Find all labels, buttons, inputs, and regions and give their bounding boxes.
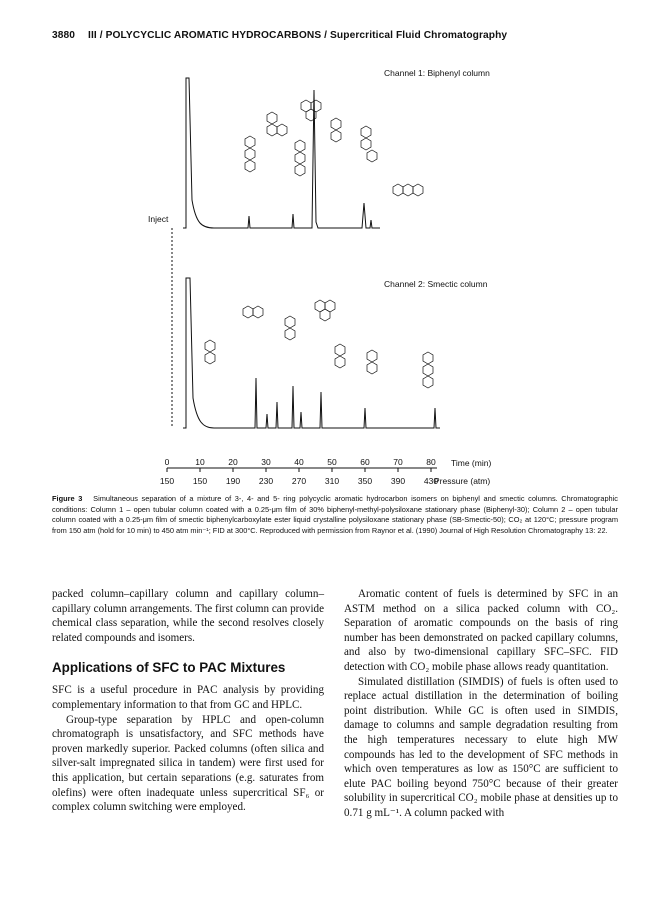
pah-structure-14 bbox=[423, 352, 433, 388]
pah-structure-12 bbox=[335, 344, 345, 368]
channel2-trace bbox=[183, 278, 440, 428]
figure-caption bbox=[52, 494, 618, 536]
right-paragraph-1: Aromatic content of fuels is determined by SFC in an ASTM method on a silica packed column with CO₂. Separation of aromatic compounds on the basis of ring number has been demonstrated on packed capillary columns, and also by two-dimensional capillary SFC–SFC. FID detection with CO₂ mobile phase allows ready quantitation. bbox=[344, 588, 618, 673]
channel2-label: Channel 2: Smectic column bbox=[384, 279, 488, 289]
right-paragraph-2: Simulated distillation (SIMDIS) of fuels is often used to replace actual distillation in the determination of boiling point distribution. While GC is often used in SIMDIS, damage to columns and sample degradation resulting from the high temperatures necessary to elute high MW compounds has led to the development of SFC methods in which oven temperatures as low as 150°C are sufficient to elute PAC boiling beyond 750°C because of their greater solubility in supercritical CO₂ mobile phase at densities up to 0.71 g mL⁻¹. A column packed with bbox=[344, 675, 618, 819]
pah-structure-1 bbox=[245, 136, 255, 172]
pah-structure-6 bbox=[361, 126, 377, 162]
pressure-tick-label: 230 bbox=[258, 476, 274, 486]
time-tick-label: 20 bbox=[228, 457, 238, 467]
section-heading: Applications of SFC to PAC Mixtures bbox=[52, 660, 286, 676]
inject-label: Inject bbox=[148, 214, 169, 224]
pah-structure-5 bbox=[331, 118, 341, 142]
pah-structure-3 bbox=[301, 100, 321, 121]
right-column bbox=[344, 587, 618, 821]
channel1-label: Channel 1: Biphenyl column bbox=[384, 68, 490, 78]
left-paragraph-2: SFC is a useful procedure in PAC analysis by providing complementary information to that from GC and HPLC. bbox=[52, 684, 324, 711]
left-column bbox=[52, 587, 324, 815]
time-tick-label: 0 bbox=[164, 457, 170, 467]
running-title: III / POLYCYCLIC AROMATIC HYDROCARBONS / Supercritical Fluid Chromatography bbox=[88, 30, 508, 41]
pah-structure-7 bbox=[393, 184, 423, 196]
pressure-tick-label: 270 bbox=[291, 476, 307, 486]
page-number: 3880 bbox=[52, 30, 76, 41]
channel1-trace bbox=[183, 78, 380, 228]
pressure-tick-label: 190 bbox=[225, 476, 241, 486]
pressure-tick-label: 350 bbox=[357, 476, 373, 486]
pressure-axis-label: Pressure (atm) bbox=[434, 476, 491, 486]
time-axis-label: Time (min) bbox=[451, 458, 492, 468]
pah-structure-13 bbox=[367, 350, 377, 374]
pah-structure-9 bbox=[243, 306, 263, 318]
pah-structure-11 bbox=[315, 300, 335, 321]
pah-structure-4 bbox=[295, 140, 305, 176]
pressure-tick-label: 390 bbox=[390, 476, 406, 486]
time-tick-label: 70 bbox=[393, 457, 403, 467]
caption-text: Simultaneous separation of a mixture of 3-, 4- and 5- ring polycyclic aromatic hydrocarbon isomers on biphenyl and smectic columns. Chromatographic conditions: Column 1 – open tubular column coated with a 0.25-μm film of 30% biphenyl-methyl-polysiloxane stationary phase (Biphenyl-30); Column 2 – open tubular column coated with a 0.25-μm film of smectic biphenylcarboxylate ester liquid crystalline polysiloxane stationary phase (SB-Smectic-50); CO₂ at 120°C; pressure program from 150 atm (hold for 10 min) to 450 atm min⁻¹; FID at 300°C. Reproduced with permission from Raynor et al. (1990) Journal of High Resolution Chromatography 13: 22. bbox=[52, 494, 618, 535]
pah-structure-10 bbox=[285, 316, 295, 340]
pressure-tick-label: 150 bbox=[192, 476, 208, 486]
pressure-tick-label: 310 bbox=[324, 476, 340, 486]
running-header bbox=[52, 30, 507, 41]
time-tick-label: 80 bbox=[426, 457, 436, 467]
time-tick-label: 50 bbox=[327, 457, 337, 467]
left-paragraph-1: packed column–capillary column and capillary column–capillary column arrangements. The first column can provide chemical class separation, while the second resolves closely related compounds and isomers. bbox=[52, 588, 324, 644]
time-tick-label: 40 bbox=[294, 457, 304, 467]
structure-drawings bbox=[205, 100, 433, 388]
time-tick-label: 60 bbox=[360, 457, 370, 467]
caption-label: Figure 3 bbox=[52, 494, 83, 503]
pah-structure-8 bbox=[205, 340, 215, 364]
time-tick-label: 10 bbox=[195, 457, 205, 467]
left-paragraph-3: Group-type separation by HPLC and open-column chromatograph is unsatisfactory, and SFC methods have proven markedly superior. Packed columns (often silica and silver-salt impregnated silica in tandem) were first used for this application, but certain separations (e.g. saturates from olefins) were often inadequate unless supercritical SF₆ or complex column switching were employed. bbox=[52, 713, 324, 814]
axis-ticks bbox=[160, 457, 438, 486]
pah-structure-2 bbox=[267, 112, 287, 136]
pressure-tick-label: 430 bbox=[423, 476, 439, 486]
pressure-tick-label: 150 bbox=[159, 476, 175, 486]
time-tick-label: 30 bbox=[261, 457, 271, 467]
